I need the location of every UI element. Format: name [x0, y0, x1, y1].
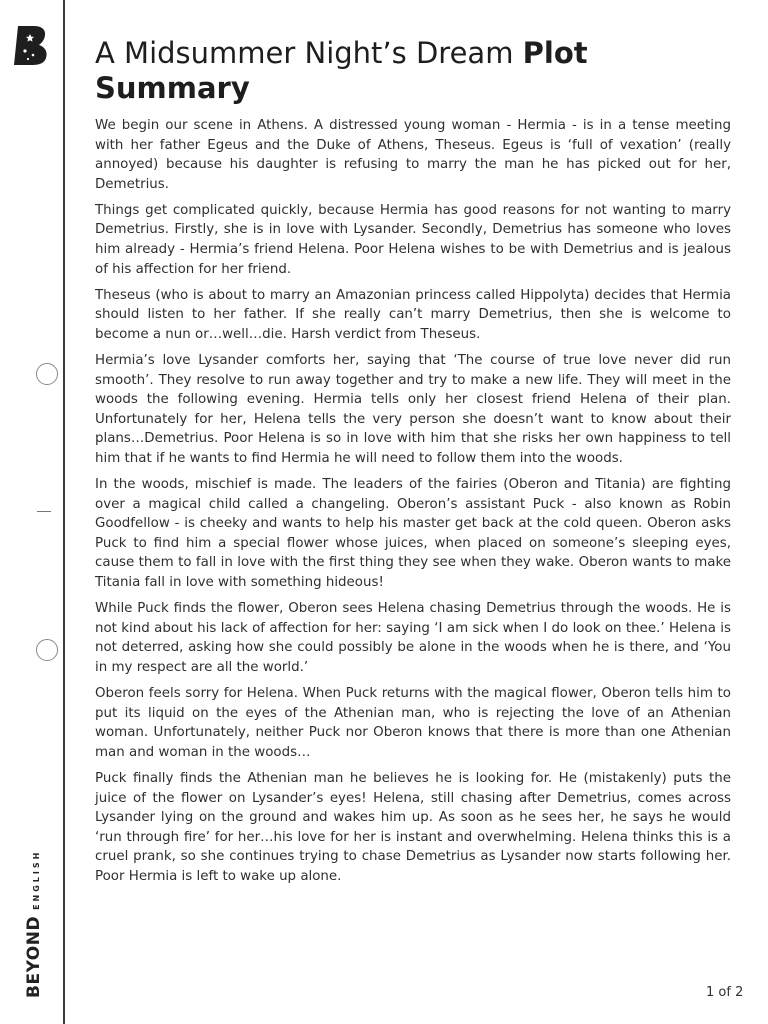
page-number: 1 of 2 — [706, 985, 744, 1000]
title-bold-summary: Summary — [95, 71, 250, 105]
title-regular: A Midsummer Night’s Dream — [95, 36, 514, 70]
b-star-logo-icon — [14, 24, 50, 66]
title-bold-plot: Plot — [522, 36, 588, 70]
paragraph-2: Things get complicated quickly, because Hermia has good reasons for not wanting to marry Demetrius. Firstly, she is in love with Lysander. Secondly, Demetrius has someone who loves him already - Hermia’s friend Helena. Poor Helena wishes to be with Demetrius and is jealous of his affection for her friend. — [95, 202, 731, 277]
paragraph-8: Puck finally finds the Athenian man he believes he is looking for. He (mistakenly) puts the juice of the flower on Lysander’s eyes! Helena, still chasing after Demetrius, comes across Lysander lying on the ground and wakes him up. As soon as he sees her, he says he would ‘run through fire’ for her…his love for her is instant and overwhelming. Helena thinks this is a cruel prank, so she continues trying to chase Demetrius as Lysander now starts following her. Poor Hermia is left to wake up alone. — [95, 770, 731, 884]
brand-main: BEYOND — [24, 915, 44, 998]
margin-line — [63, 0, 65, 1024]
punch-hole-bottom — [36, 639, 58, 661]
paragraph-3: Theseus (who is about to marry an Amazonian princess called Hippolyta) decides that Hermia should listen to her father. If she really can’t marry Demetrius, then she is welcome to become a nun or…well…die. Harsh verdict from Theseus. — [95, 287, 731, 342]
punch-hole-top — [36, 363, 58, 385]
brand-sub: ENGLISH — [32, 849, 41, 910]
paragraph-7: Oberon feels sorry for Helena. When Puck returns with the magical flower, Oberon tells him to put its liquid on the eyes of the Athenian man, who is rejecting the love of an Athenian woman. Unfortunately, neither Puck nor Oberon knows that there is more than one Athenian man and woman in the woods… — [95, 686, 731, 760]
fold-mark — [37, 511, 51, 512]
brand-wordmark — [24, 850, 44, 998]
paragraph-4: Hermia’s love Lysander comforts her, saying that ‘The course of true love never did run smooth’. They resolve to run away together and try to make a new life. They will meet in the woods the following evening. Hermia tells only her closest friend Helena of their plan. Unfortunately for her, Helena tells the very person she doesn’t want to know about their plans…Demetrius. Poor Helena is so in love with him that she risks her own happiness to tell him that if he wants to find Hermia he will need to follow them into the woods. — [95, 353, 731, 466]
document-body — [95, 36, 731, 893]
page-title — [95, 36, 731, 106]
paragraph-6: While Puck finds the flower, Oberon sees Helena chasing Demetrius through the woods. He is not kind about his lack of affection for her: saying ‘I am sick when I do look on thee.’ Helena is not deterred, asking how she could possibly be alone in the woods when he is there, and ‘You in my respect are all the world.’ — [95, 601, 731, 675]
paragraph-1: We begin our scene in Athens. A distressed young woman - Hermia - is in a tense meeting with her father Egeus and the Duke of Athens, Theseus. Egeus is ‘full of vexation’ (really annoyed) because his daughter is refusing to marry the man he has picked out for her, Demetrius. — [95, 118, 731, 192]
paragraph-5: In the woods, mischief is made. The leaders of the fairies (Oberon and Titania) are fighting over a magical child called a changeling. Oberon’s assistant Puck - also known as Robin Goodfellow - is cheeky and wants to help his master get back at the cold queen. Oberon asks Puck to find him a special flower whose juices, when placed on someone’s sleeping eyes, cause them to fall in love with the first thing they see when they wake. Oberon wants to make Titania fall in love with something hideous! — [95, 477, 731, 591]
